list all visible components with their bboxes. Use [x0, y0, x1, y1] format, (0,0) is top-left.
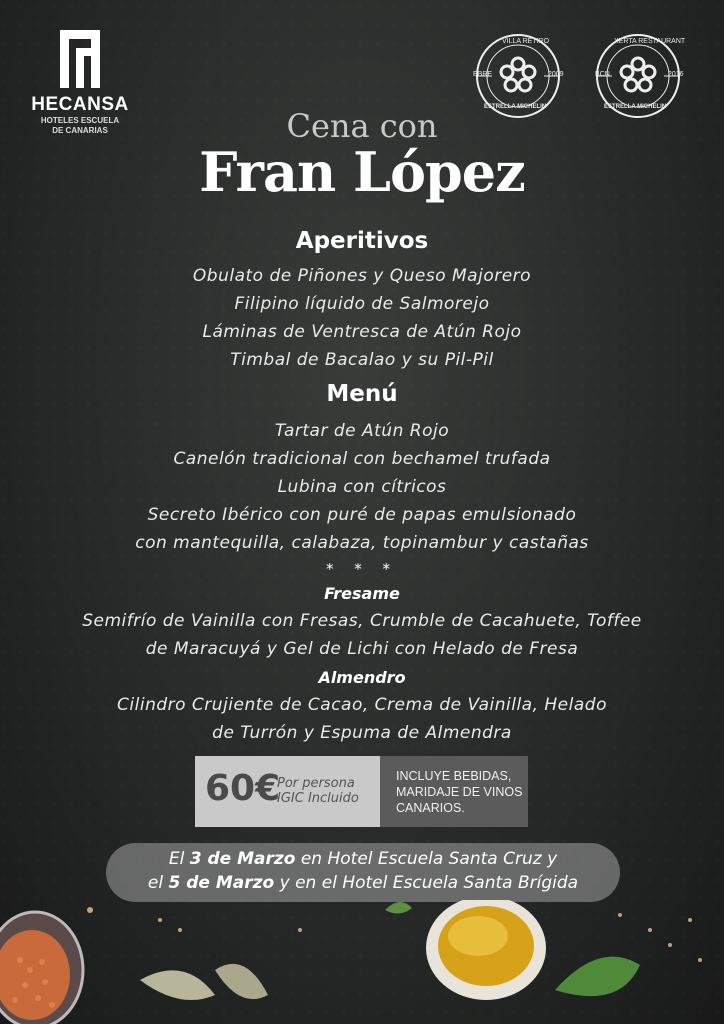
basil-leaf-icon: [555, 957, 640, 996]
leaf-icon: [140, 970, 215, 1000]
menu-item: Láminas de Ventresca de Atún Rojo: [202, 322, 522, 342]
dessert-line: de Turrón y Espuma de Almendra: [212, 723, 512, 743]
menu-item: con mantequilla, calabaza, topinambur y castañas: [135, 533, 589, 553]
dates-line-2: el 5 de Marzo y en el Hotel Escuela Santa Brígida: [147, 873, 579, 893]
dessert-line: de Maracuyá y Gel de Lichi con Helado de Fresa: [145, 639, 579, 659]
price-note: [277, 776, 359, 806]
dates-banner: [106, 843, 620, 902]
includes-line-1: INCLUYE BEBIDAS,: [396, 769, 512, 783]
seal-bottom-text: ESTRELLA MICHELIN: [484, 104, 547, 110]
menu-item: Tartar de Atún Rojo: [274, 421, 450, 441]
leaf-icon: [215, 964, 268, 999]
price-box: [195, 756, 380, 827]
includes-line-2: MARIDAJE DE VINOS: [396, 785, 523, 799]
michelin-flower-icon: [621, 58, 655, 91]
title-line-1: Cena con: [286, 107, 438, 145]
menu-item: Lubina con cítricos: [277, 477, 447, 497]
includes-line-3: CANARIOS.: [396, 801, 465, 815]
menu-item: Canelón tradicional con bechamel trufada: [173, 449, 551, 469]
menu-item: Timbal de Bacalao y su Pil-Pil: [230, 350, 494, 370]
michelin-flower-icon: [501, 58, 535, 91]
menu-item: Obulato de Piñones y Queso Majorero: [192, 266, 532, 286]
seal-left-text: BCN: [595, 71, 610, 78]
dessert-line: Semifrío de Vainilla con Fresas, Crumble de Cacahuete, Toffee: [82, 611, 642, 631]
section-heading-menu: Menú: [326, 381, 398, 407]
food-decoration: [0, 900, 724, 1024]
menu-item: Filipino líquido de Salmorejo: [234, 294, 490, 314]
seal-left-text: EBRE: [473, 71, 493, 78]
seal-right-text: 2009: [548, 71, 564, 78]
price-note-line-1: Por persona: [277, 776, 355, 791]
logo-sub-2: DE CANARIAS: [52, 126, 108, 135]
seal-bottom-text: ESTRELLA MICHELIN: [604, 104, 667, 110]
dessert-name: Fresame: [324, 584, 400, 603]
seal-arc-text: VILLA RETIRO: [502, 38, 550, 45]
includes-box: [380, 756, 528, 827]
logo-sub-1: HOTELES ESCUELA: [40, 116, 120, 125]
dessert-name: Almendro: [318, 668, 406, 687]
menu-item: Secreto Ibérico con puré de papas emulsionado: [147, 505, 577, 525]
seal-right-text: 2016: [668, 71, 684, 78]
dates-line-1: El 3 de Marzo en Hotel Escuela Santa Cruz y: [168, 849, 558, 869]
h-logo-icon: [58, 28, 102, 90]
seal-arc-text: XERTA RESTAURANT: [614, 38, 686, 45]
dessert-line: Cilindro Crujiente de Cacao, Crema de Vainilla, Helado: [117, 695, 607, 715]
star-separator: * * *: [325, 560, 399, 578]
section-heading-aperitivos: Aperitivos: [295, 228, 429, 254]
logo-brand: HECANSA: [31, 94, 129, 115]
title-line-2: Fran López: [199, 140, 525, 204]
price-note-line-2: IGIC Incluido: [277, 791, 359, 806]
price-amount: 60€: [205, 768, 281, 809]
